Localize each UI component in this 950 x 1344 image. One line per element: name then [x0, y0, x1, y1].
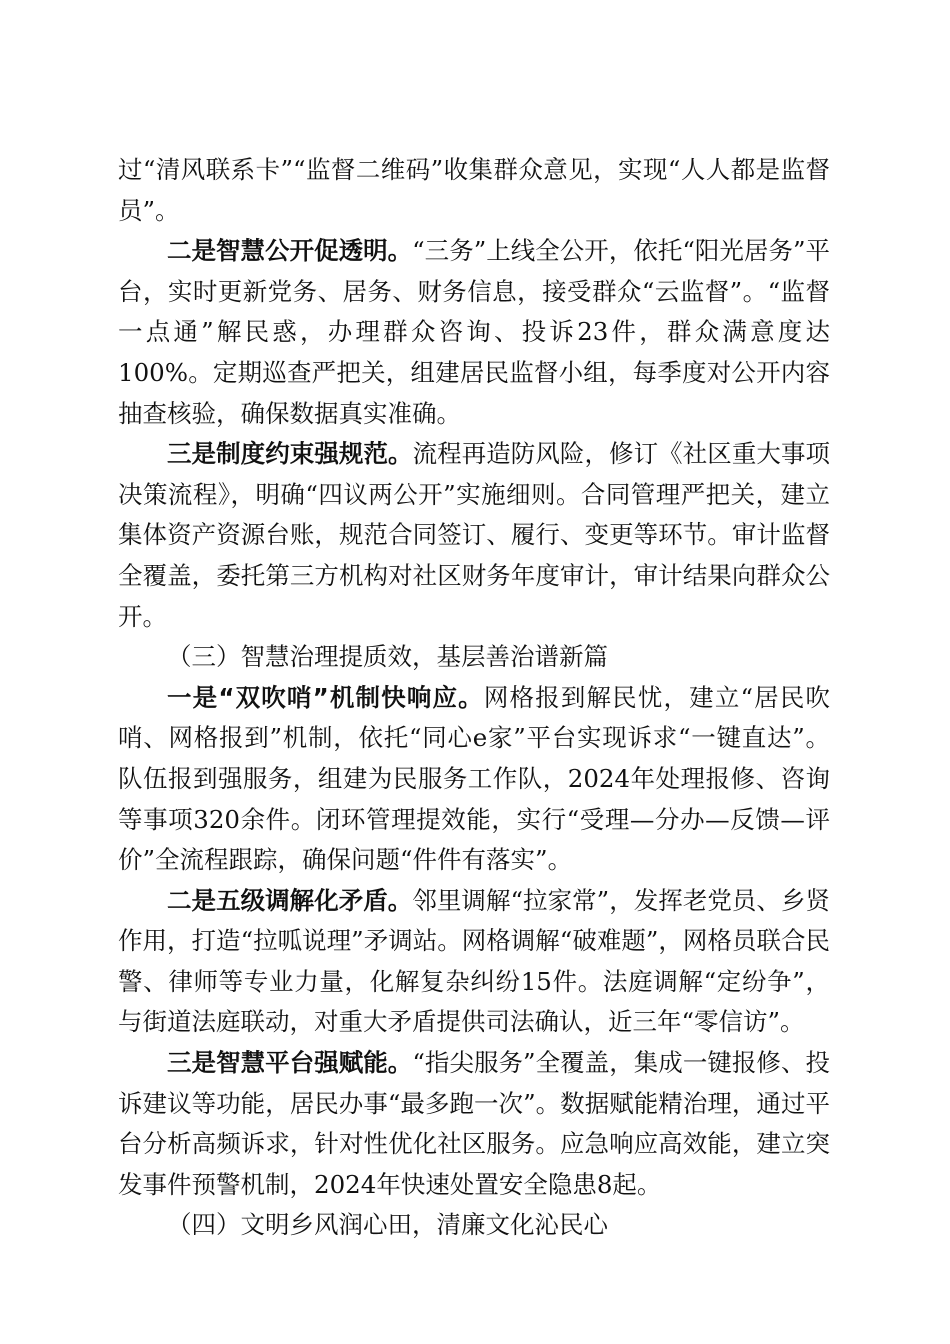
paragraph-lead: 二是智慧公开促透明。 [167, 236, 413, 266]
paragraph-lead: 一是“双吹哨”机制快响应。 [167, 682, 484, 712]
paragraph-lead: 二是五级调解化矛盾。 [167, 885, 413, 915]
paragraph-text: 流程再造防风险，修订《社区重大事项决策流程》，明确“四议两公开”实施细则。合同管理严把关，建立集体资产资源台账，规范合同签订、履行、变更等环节。审计监督全覆盖，委托第三方机构对社区财务年度审计，审计结果向群众公开。 [118, 439, 830, 631]
paragraph-smart-disclosure [118, 231, 830, 434]
section-heading-3: （三）智慧治理提质效，基层善治谱新篇 [167, 642, 608, 672]
paragraph-institutional-constraint [118, 434, 830, 637]
paragraph-five-level-mediation [118, 881, 830, 1043]
paragraph-double-whistle [118, 678, 830, 881]
paragraph-smart-platform [118, 1043, 830, 1205]
paragraph-text: “指尖服务”全覆盖，集成一键报修、投诉建议等功能，居民办事“最多跑一次”。数据赋能精治理，通过平台分析高频诉求，针对性优化社区服务。应急响应高效能，建立突发事件预警机制，2024年快速处置安全隐患8起。 [118, 1048, 830, 1199]
paragraph-text: “三务”上线全公开，依托“阳光居务”平台，实时更新党务、居务、财务信息，接受群众“云监督”。“监督一点通”解民惑，办理群众咨询、投诉23件，群众满意度达100%。定期巡查严把关，组建居民监督小组，每季度对公开内容抽查核验，确保数据真实准确。 [118, 236, 830, 428]
section-heading-4: （四）文明乡风润心田，清廉文化沁民心 [167, 1210, 608, 1240]
paragraph-lead: 三是制度约束强规范。 [167, 439, 413, 469]
paragraph-continuation [118, 150, 830, 231]
document-body [118, 150, 830, 1246]
paragraph-text: 网格报到解民忧，建立“居民吹哨、网格报到”机制，依托“同心e家”平台实现诉求“一键直达”。队伍报到强服务，组建为民服务工作队，2024年处理报修、咨询等事项320余件。闭环管理提效能，实行“受理—分办—反馈—评价”全流程跟踪，确保问题“件件有落实”。 [118, 682, 831, 875]
paragraph-text: 过“清风联系卡”“监督二维码”收集群众意见，实现“人人都是监督员”。 [118, 155, 830, 225]
paragraph-lead: 三是智慧平台强赋能。 [167, 1048, 413, 1078]
paragraph-text: 邻里调解“拉家常”，发挥老党员、乡贤作用，打造“拉呱说理”矛调站。网格调解“破难题”，网格员联合民警、律师等专业力量，化解复杂纠纷15件。法庭调解“定纷争”，与街道法庭联动，对重大矛盾提供司法确认，近三年“零信访”。 [118, 885, 830, 1037]
